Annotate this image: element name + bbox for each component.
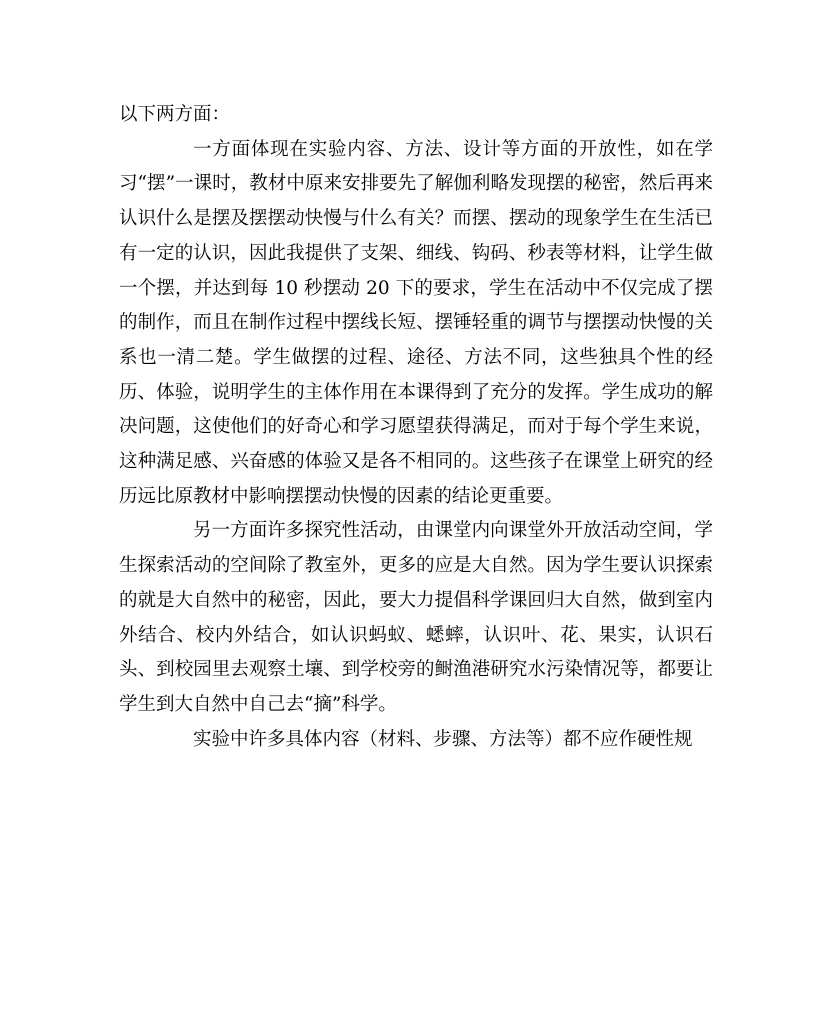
- paragraph-pendulum-example: 一方面体现在实验内容、方法、设计等方面的开放性，如在学习“摆”一课时，教材中原来安排要先了解伽利略发现摆的秘密，然后再来认识什么是摆及摆摆动快慢与什么有关？而摆、摆动的现象学生在生活已有一定的认识，因此我提供了支架、细线、钩码、秒表等材料，让学生做一个摆，并达到每 10 秒摆动 20 下的要求，学生在活动中不仅完成了摆的制作，而且在制作过程中摆线长短、摆锤轻重的调节与摆摆动快慢的关系也一清二楚。学生做摆的过程、途径、方法不同，这些独具个性的经历、体验，说明学生的主体作用在本课得到了充分的发挥。学生成功的解决问题，这使他们的好奇心和学习愿望获得满足，而对于每个学生来说，这种满足感、兴奋感的体验又是各不相同的。这些孩子在课堂上研究的经历远比原教材中影响摆摆动快慢的因素的结论更重要。: [119, 138, 713, 507]
- paragraph-intro: 以下两方面：: [119, 104, 231, 125]
- paragraph-outdoor-activities: 另一方面许多探究性活动，由课堂内向课堂外开放活动空间，学生探索活动的空间除了教室外，更多的应是大自然。因为学生要认识探索的就是大自然中的秘密，因此，要大力提倡科学课回归大自然，做到室内外结合、校内外结合，如认识蚂蚁、蟋蟀，认识叶、花、果实，认识石头、到校园里去观察土壤、到学校旁的鲥渔港研究水污染情况等，都要让学生到大自然中自己去“摘”科学。: [119, 520, 713, 715]
- paragraph-experiment-content: 实验中许多具体内容（材料、步骤、方法等）都不应作硬性规: [193, 728, 693, 750]
- document-body: [119, 98, 713, 757]
